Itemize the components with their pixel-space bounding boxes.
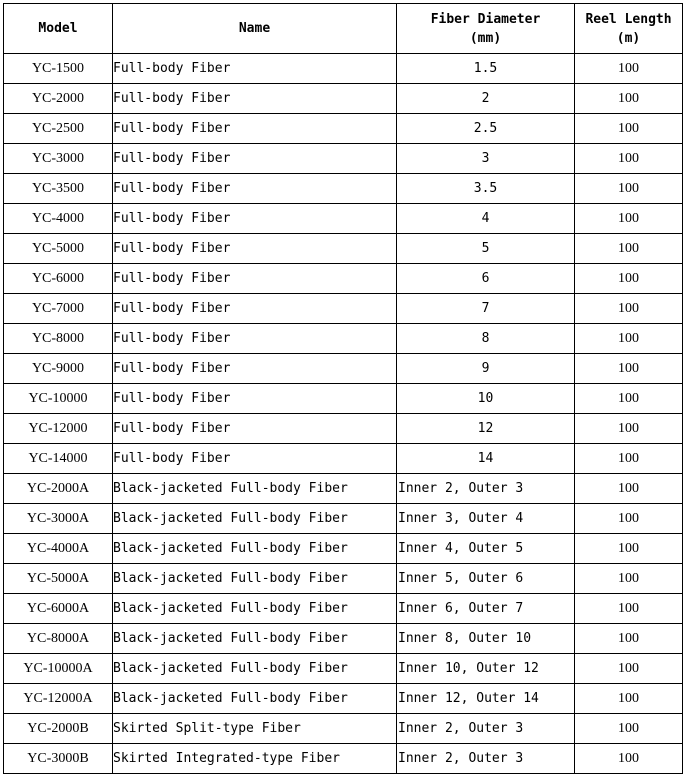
table-row xyxy=(4,744,683,774)
fiber-spec-table xyxy=(3,3,683,774)
name-cell: Black-jacketed Full-body Fiber xyxy=(113,534,397,564)
name-cell: Full-body Fiber xyxy=(113,114,397,144)
reel-length-cell: 100 xyxy=(575,264,683,294)
fiber-diameter-cell: 2 xyxy=(397,84,575,114)
header-diameter-unit: (mm) xyxy=(469,30,502,46)
name-cell: Black-jacketed Full-body Fiber xyxy=(113,564,397,594)
fiber-diameter-cell: Inner 12, Outer 14 xyxy=(397,684,575,714)
reel-length-cell: 100 xyxy=(575,714,683,744)
model-cell: YC-2000A xyxy=(4,474,113,504)
reel-length-cell: 100 xyxy=(575,174,683,204)
table-row xyxy=(4,234,683,264)
model-cell: YC-8000 xyxy=(4,324,113,354)
table-row xyxy=(4,294,683,324)
model-cell: YC-8000A xyxy=(4,624,113,654)
reel-length-cell: 100 xyxy=(575,414,683,444)
fiber-diameter-cell: 12 xyxy=(397,414,575,444)
header-reel-unit: (m) xyxy=(616,30,641,46)
table-row xyxy=(4,684,683,714)
table-row xyxy=(4,354,683,384)
name-cell: Skirted Split-type Fiber xyxy=(113,714,397,744)
table-row xyxy=(4,714,683,744)
reel-length-cell: 100 xyxy=(575,54,683,84)
model-cell: YC-5000A xyxy=(4,564,113,594)
table-row xyxy=(4,174,683,204)
reel-length-cell: 100 xyxy=(575,204,683,234)
fiber-diameter-cell: Inner 4, Outer 5 xyxy=(397,534,575,564)
fiber-diameter-cell: Inner 8, Outer 10 xyxy=(397,624,575,654)
header-diameter-label: Fiber Diameter xyxy=(430,11,541,27)
header-fiber-diameter xyxy=(397,4,575,54)
reel-length-cell: 100 xyxy=(575,84,683,114)
model-cell: YC-2000B xyxy=(4,714,113,744)
fiber-diameter-cell: 10 xyxy=(397,384,575,414)
table-row xyxy=(4,84,683,114)
model-cell: YC-6000A xyxy=(4,594,113,624)
model-cell: YC-1500 xyxy=(4,54,113,84)
reel-length-cell: 100 xyxy=(575,444,683,474)
table-body xyxy=(4,54,683,774)
model-cell: YC-4000 xyxy=(4,204,113,234)
name-cell: Full-body Fiber xyxy=(113,294,397,324)
header-model xyxy=(4,4,113,54)
header-name-label: Name xyxy=(238,21,271,36)
fiber-diameter-cell: 14 xyxy=(397,444,575,474)
reel-length-cell: 100 xyxy=(575,504,683,534)
table-row xyxy=(4,204,683,234)
fiber-diameter-cell: 4 xyxy=(397,204,575,234)
name-cell: Black-jacketed Full-body Fiber xyxy=(113,474,397,504)
model-cell: YC-12000A xyxy=(4,684,113,714)
reel-length-cell: 100 xyxy=(575,624,683,654)
fiber-diameter-cell: 3.5 xyxy=(397,174,575,204)
name-cell: Full-body Fiber xyxy=(113,84,397,114)
table-row xyxy=(4,54,683,84)
reel-length-cell: 100 xyxy=(575,114,683,144)
name-cell: Black-jacketed Full-body Fiber xyxy=(113,594,397,624)
fiber-diameter-cell: 6 xyxy=(397,264,575,294)
name-cell: Full-body Fiber xyxy=(113,264,397,294)
table-row xyxy=(4,564,683,594)
reel-length-cell: 100 xyxy=(575,744,683,774)
fiber-diameter-cell: 7 xyxy=(397,294,575,324)
model-cell: YC-2500 xyxy=(4,114,113,144)
header-model-label: Model xyxy=(38,21,78,36)
table-row xyxy=(4,384,683,414)
name-cell: Full-body Fiber xyxy=(113,354,397,384)
reel-length-cell: 100 xyxy=(575,654,683,684)
fiber-diameter-cell: 9 xyxy=(397,354,575,384)
fiber-diameter-cell: Inner 6, Outer 7 xyxy=(397,594,575,624)
model-cell: YC-7000 xyxy=(4,294,113,324)
reel-length-cell: 100 xyxy=(575,594,683,624)
fiber-diameter-cell: Inner 2, Outer 3 xyxy=(397,744,575,774)
name-cell: Full-body Fiber xyxy=(113,144,397,174)
fiber-diameter-cell: 2.5 xyxy=(397,114,575,144)
fiber-diameter-cell: Inner 10, Outer 12 xyxy=(397,654,575,684)
model-cell: YC-14000 xyxy=(4,444,113,474)
table-row xyxy=(4,114,683,144)
name-cell: Black-jacketed Full-body Fiber xyxy=(113,504,397,534)
name-cell: Black-jacketed Full-body Fiber xyxy=(113,654,397,684)
table-row xyxy=(4,624,683,654)
model-cell: YC-6000 xyxy=(4,264,113,294)
model-cell: YC-4000A xyxy=(4,534,113,564)
reel-length-cell: 100 xyxy=(575,234,683,264)
reel-length-cell: 100 xyxy=(575,534,683,564)
reel-length-cell: 100 xyxy=(575,684,683,714)
reel-length-cell: 100 xyxy=(575,144,683,174)
name-cell: Full-body Fiber xyxy=(113,444,397,474)
name-cell: Skirted Integrated-type Fiber xyxy=(113,744,397,774)
table-row xyxy=(4,474,683,504)
fiber-diameter-cell: 8 xyxy=(397,324,575,354)
model-cell: YC-12000 xyxy=(4,414,113,444)
fiber-diameter-cell: Inner 5, Outer 6 xyxy=(397,564,575,594)
model-cell: YC-10000A xyxy=(4,654,113,684)
name-cell: Full-body Fiber xyxy=(113,414,397,444)
name-cell: Black-jacketed Full-body Fiber xyxy=(113,684,397,714)
name-cell: Full-body Fiber xyxy=(113,54,397,84)
model-cell: YC-5000 xyxy=(4,234,113,264)
table-row xyxy=(4,444,683,474)
reel-length-cell: 100 xyxy=(575,294,683,324)
model-cell: YC-9000 xyxy=(4,354,113,384)
table-row xyxy=(4,324,683,354)
fiber-diameter-cell: Inner 2, Outer 3 xyxy=(397,474,575,504)
reel-length-cell: 100 xyxy=(575,324,683,354)
name-cell: Full-body Fiber xyxy=(113,174,397,204)
model-cell: YC-3000B xyxy=(4,744,113,774)
name-cell: Full-body Fiber xyxy=(113,204,397,234)
table-header xyxy=(4,4,683,54)
model-cell: YC-3000 xyxy=(4,144,113,174)
model-cell: YC-10000 xyxy=(4,384,113,414)
reel-length-cell: 100 xyxy=(575,384,683,414)
fiber-diameter-cell: Inner 3, Outer 4 xyxy=(397,504,575,534)
table-row xyxy=(4,534,683,564)
fiber-diameter-cell: Inner 2, Outer 3 xyxy=(397,714,575,744)
fiber-diameter-cell: 3 xyxy=(397,144,575,174)
table-row xyxy=(4,264,683,294)
table-row xyxy=(4,414,683,444)
fiber-diameter-cell: 1.5 xyxy=(397,54,575,84)
header-reel-label: Reel Length xyxy=(585,11,672,27)
table-row xyxy=(4,144,683,174)
header-row xyxy=(4,4,683,54)
header-reel-length xyxy=(575,4,683,54)
name-cell: Black-jacketed Full-body Fiber xyxy=(113,624,397,654)
name-cell: Full-body Fiber xyxy=(113,384,397,414)
reel-length-cell: 100 xyxy=(575,474,683,504)
name-cell: Full-body Fiber xyxy=(113,234,397,264)
table-row xyxy=(4,594,683,624)
model-cell: YC-3500 xyxy=(4,174,113,204)
model-cell: YC-2000 xyxy=(4,84,113,114)
fiber-diameter-cell: 5 xyxy=(397,234,575,264)
name-cell: Full-body Fiber xyxy=(113,324,397,354)
table-row xyxy=(4,504,683,534)
header-name xyxy=(113,4,397,54)
table-row xyxy=(4,654,683,684)
reel-length-cell: 100 xyxy=(575,354,683,384)
reel-length-cell: 100 xyxy=(575,564,683,594)
model-cell: YC-3000A xyxy=(4,504,113,534)
